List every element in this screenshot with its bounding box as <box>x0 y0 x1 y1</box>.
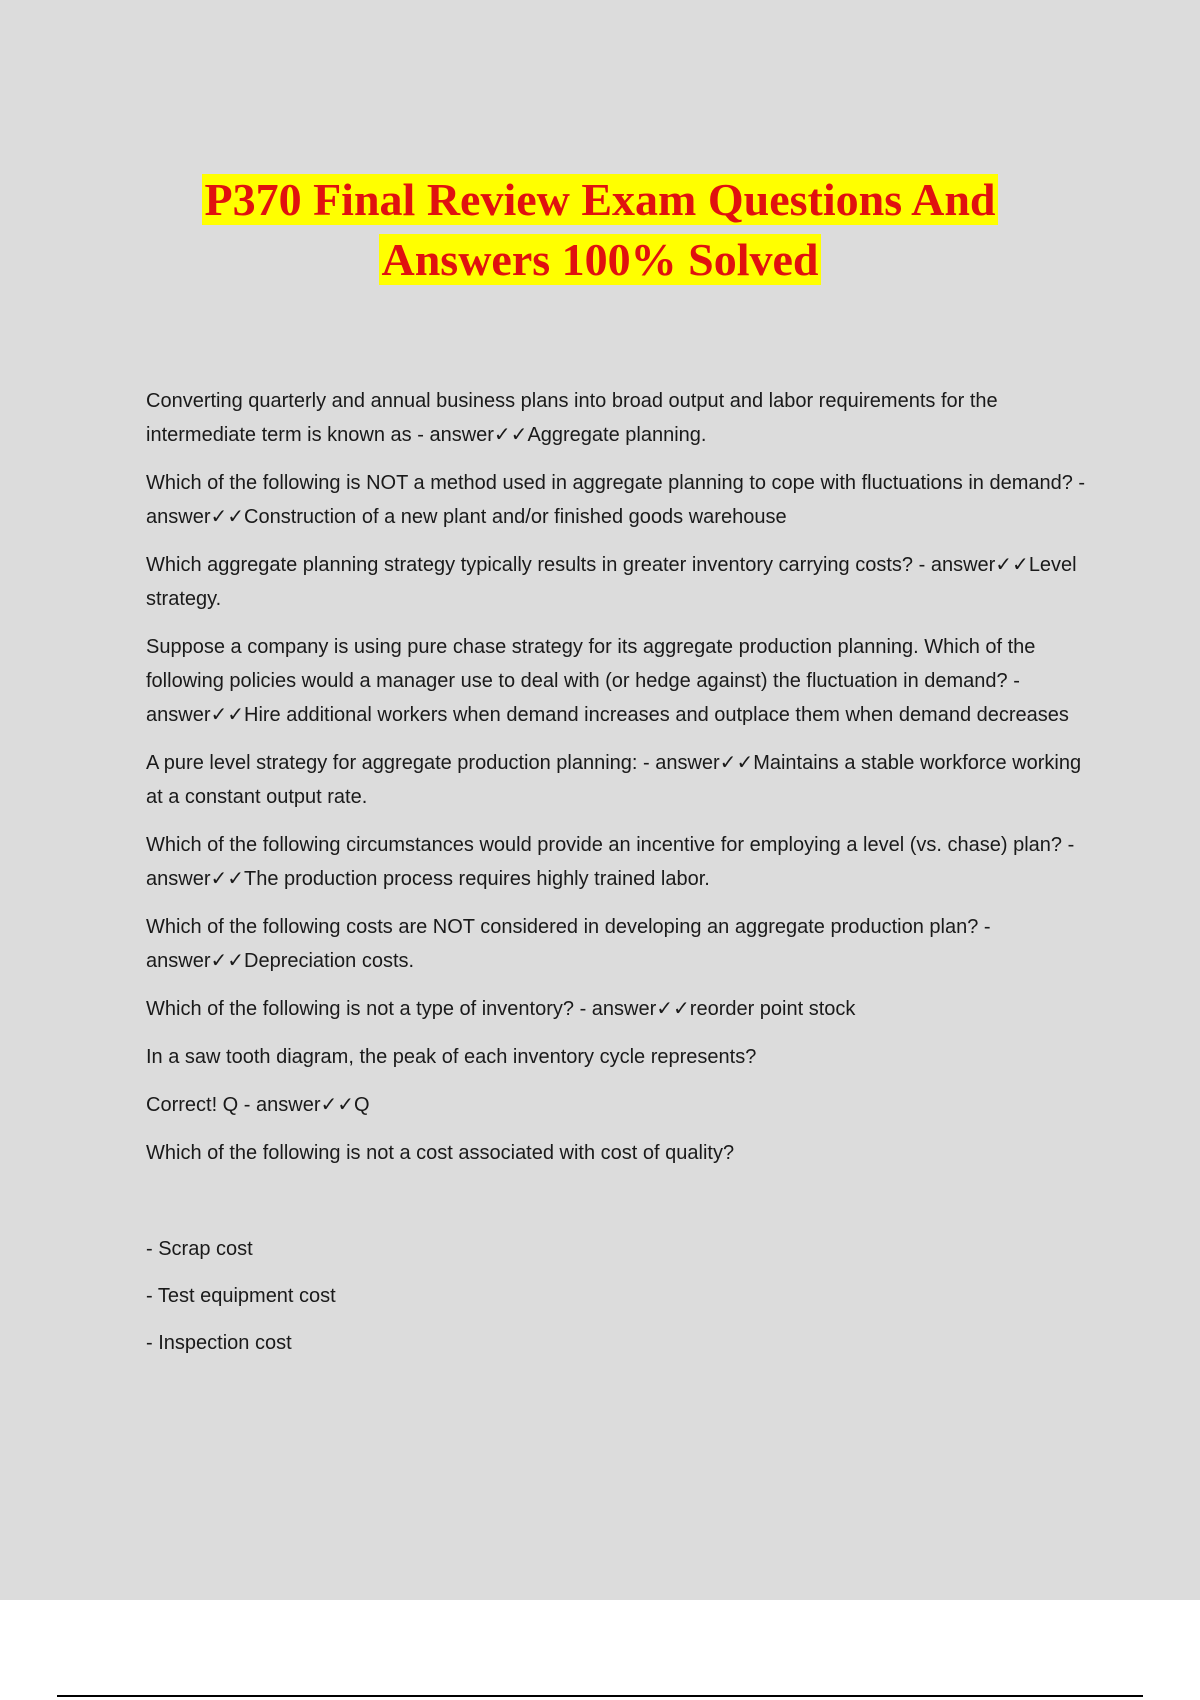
answer-text: Construction of a new plant and/or finished goods warehouse <box>244 506 787 528</box>
question-text: Suppose a company is using pure chase strategy for its aggregate production planning. Which of the following policies would a manager use to deal with (or hedge against) the fluctuation in demand? <box>146 636 1036 692</box>
qa-item-8 <box>146 992 1096 1026</box>
answer-marker: - answer✓✓ <box>637 752 754 774</box>
question-text: Which of the following is NOT a method used in aggregate planning to cope with fluctuations in demand? <box>146 472 1073 494</box>
quality-option: - Scrap cost <box>146 1238 253 1260</box>
answer-text: Level strategy. <box>146 554 1077 610</box>
answer-marker: - answer✓✓ <box>574 998 690 1020</box>
answer-text: reorder point stock <box>689 998 856 1020</box>
question-text: Which of the following is not a type of inventory? <box>146 998 575 1020</box>
answer-text: Depreciation costs. <box>244 950 415 972</box>
sawtooth-question: In a saw tooth diagram, the peak of each inventory cycle represents? <box>146 1046 757 1068</box>
answer-text: Hire additional workers when demand increases and outplace them when demand decreases <box>244 704 1069 726</box>
qa-item-1 <box>146 384 1096 452</box>
sawtooth-answer <box>146 1088 1096 1122</box>
footer-divider <box>57 1695 1143 1697</box>
spacer <box>146 1184 1096 1232</box>
answer-marker: - answer✓✓ <box>411 424 528 446</box>
qa-list <box>146 384 1096 1373</box>
qa-item-4 <box>146 630 1096 732</box>
question-text: Converting quarterly and annual business plans into broad output and labor requirements for the intermediate term is known as <box>146 390 998 446</box>
quality-question: Which of the following is not a cost associated with cost of quality? <box>146 1142 735 1164</box>
answer-marker: - answer✓✓ <box>238 1094 355 1116</box>
page-title <box>0 170 1200 290</box>
answer-marker: - answer✓✓ <box>146 472 1086 528</box>
answer-text: The production process requires highly trained labor. <box>244 868 710 890</box>
qa-item-7 <box>146 910 1096 978</box>
question-text: Which aggregate planning strategy typically results in greater inventory carrying costs? <box>146 554 914 576</box>
qa-item-3 <box>146 548 1096 616</box>
answer-marker: - answer✓✓ <box>913 554 1029 576</box>
qa-item-2 <box>146 466 1096 534</box>
answer-text: Maintains a stable workforce working at a constant output rate. <box>146 752 1082 808</box>
question-text: A pure level strategy for aggregate production planning: <box>146 752 638 774</box>
answer-prefix: Correct! Q <box>146 1094 239 1116</box>
answer-marker: - answer✓✓ <box>146 834 1075 890</box>
qa-item-6 <box>146 828 1096 896</box>
title-line-1: P370 Final Review Exam Questions And <box>204 174 996 225</box>
question-text: Which of the following costs are NOT considered in developing an aggregate production plan? <box>146 916 979 938</box>
answer-text: Aggregate planning. <box>527 424 707 446</box>
answer-marker: - answer✓✓ <box>146 916 991 972</box>
quality-option: - Test equipment cost <box>146 1285 336 1307</box>
answer-text: Q <box>354 1094 370 1116</box>
answer-marker: - answer✓✓ <box>146 670 1020 726</box>
title-line-2: Answers 100% Solved <box>381 234 819 285</box>
qa-item-5 <box>146 746 1096 814</box>
quality-option: - Inspection cost <box>146 1332 292 1354</box>
question-text: Which of the following circumstances would provide an incentive for employing a level (vs. chase) plan? <box>146 834 1063 856</box>
